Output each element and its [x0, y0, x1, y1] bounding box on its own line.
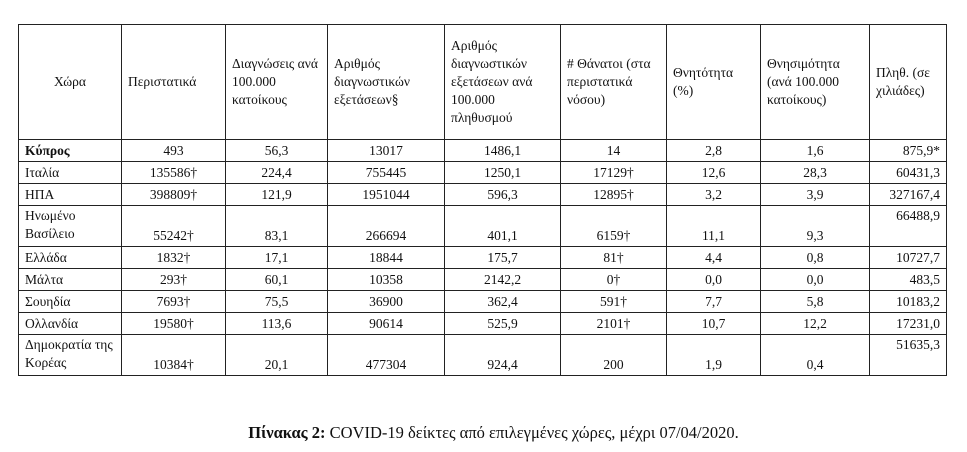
- country-cell: Μάλτα: [19, 269, 122, 291]
- column-header: Διαγνώσεις ανά 100.000 κατοίκους: [226, 25, 328, 140]
- column-header: Χώρα: [19, 25, 122, 140]
- table-cell: 10727,7: [870, 247, 947, 269]
- table-cell: 17231,0: [870, 313, 947, 335]
- table-cell: 3,2: [667, 184, 761, 206]
- table-cell: 483,5: [870, 269, 947, 291]
- column-header: Αριθμός διαγνωστικών εξετάσεων§: [328, 25, 445, 140]
- table-cell: 493: [122, 140, 226, 162]
- column-header: Περιστατικά: [122, 25, 226, 140]
- table-header-row: [19, 25, 947, 140]
- table-cell: 113,6: [226, 313, 328, 335]
- table-cell: 401,1: [445, 206, 561, 247]
- table-cell: 327167,4: [870, 184, 947, 206]
- table-cell: 12895†: [561, 184, 667, 206]
- table-cell: 362,4: [445, 291, 561, 313]
- table-cell: 10384†: [122, 335, 226, 376]
- table-cell: 6159†: [561, 206, 667, 247]
- table-cell: 1,6: [761, 140, 870, 162]
- table-cell: 75,5: [226, 291, 328, 313]
- country-cell: Ηνωμένο Βασίλειο: [19, 206, 122, 247]
- table-cell: 10358: [328, 269, 445, 291]
- table-cell: 2101†: [561, 313, 667, 335]
- table-cell: 924,4: [445, 335, 561, 376]
- caption-text: COVID-19 δείκτες από επιλεγμένες χώρες, μέχρι 07/04/2020.: [329, 423, 739, 442]
- table-cell: 56,3: [226, 140, 328, 162]
- caption-label: Πίνακας 2:: [248, 423, 326, 442]
- table-row: [19, 269, 947, 291]
- table-cell: 60431,3: [870, 162, 947, 184]
- table-cell: 7693†: [122, 291, 226, 313]
- table-cell: 121,9: [226, 184, 328, 206]
- table-cell: 135586†: [122, 162, 226, 184]
- table-row: [19, 184, 947, 206]
- table-cell: 19580†: [122, 313, 226, 335]
- table-cell: 10,7: [667, 313, 761, 335]
- table-row: [19, 313, 947, 335]
- table-cell: 525,9: [445, 313, 561, 335]
- country-cell: Κύπρος: [19, 140, 122, 162]
- table-cell: 12,6: [667, 162, 761, 184]
- table-cell: 17,1: [226, 247, 328, 269]
- table-cell: 90614: [328, 313, 445, 335]
- table-cell: 224,4: [226, 162, 328, 184]
- table-cell: 0,0: [667, 269, 761, 291]
- country-cell: Δημοκρατία της Κορέας: [19, 335, 122, 376]
- table-cell: 3,9: [761, 184, 870, 206]
- table-cell: 66488,9: [870, 206, 947, 247]
- table-cell: 36900: [328, 291, 445, 313]
- column-header: # Θάνατοι (στα περιστατικά νόσου): [561, 25, 667, 140]
- country-cell: Ελλάδα: [19, 247, 122, 269]
- table-cell: 0,0: [761, 269, 870, 291]
- table-cell: 0,8: [761, 247, 870, 269]
- table-row: [19, 206, 947, 247]
- table-cell: 755445: [328, 162, 445, 184]
- table-row: [19, 247, 947, 269]
- table-cell: 398809†: [122, 184, 226, 206]
- table-row: [19, 162, 947, 184]
- table-cell: 83,1: [226, 206, 328, 247]
- table-cell: 28,3: [761, 162, 870, 184]
- table-cell: 20,1: [226, 335, 328, 376]
- table-cell: 12,2: [761, 313, 870, 335]
- country-cell: Ολλανδία: [19, 313, 122, 335]
- table-cell: 2,8: [667, 140, 761, 162]
- table-cell: 55242†: [122, 206, 226, 247]
- table-cell: 9,3: [761, 206, 870, 247]
- table-cell: 11,1: [667, 206, 761, 247]
- column-header: Θνητότητα (%): [667, 25, 761, 140]
- table-cell: 60,1: [226, 269, 328, 291]
- column-header: Πληθ. (σε χιλιάδες): [870, 25, 947, 140]
- table-cell: 266694: [328, 206, 445, 247]
- table-cell: 0†: [561, 269, 667, 291]
- column-header: Αριθμός διαγνωστικών εξετάσεων ανά 100.000 πληθυσμού: [445, 25, 561, 140]
- table-cell: 51635,3: [870, 335, 947, 376]
- table-cell: 4,4: [667, 247, 761, 269]
- table-cell: 18844: [328, 247, 445, 269]
- table-cell: 81†: [561, 247, 667, 269]
- covid-indicators-table: [18, 24, 947, 376]
- table-caption: [0, 423, 967, 443]
- table-cell: 5,8: [761, 291, 870, 313]
- table-cell: 14: [561, 140, 667, 162]
- table-cell: 293†: [122, 269, 226, 291]
- table-row: [19, 335, 947, 376]
- table-cell: 1,9: [667, 335, 761, 376]
- table-cell: 17129†: [561, 162, 667, 184]
- table-cell: 875,9*: [870, 140, 947, 162]
- table-cell: 1486,1: [445, 140, 561, 162]
- table-cell: 591†: [561, 291, 667, 313]
- table-cell: 477304: [328, 335, 445, 376]
- table-cell: 0,4: [761, 335, 870, 376]
- table-row: [19, 140, 947, 162]
- table-cell: 2142,2: [445, 269, 561, 291]
- table-cell: 175,7: [445, 247, 561, 269]
- table-cell: 1250,1: [445, 162, 561, 184]
- country-cell: Σουηδία: [19, 291, 122, 313]
- table-cell: 10183,2: [870, 291, 947, 313]
- table-cell: 200: [561, 335, 667, 376]
- table-cell: 13017: [328, 140, 445, 162]
- table-cell: 7,7: [667, 291, 761, 313]
- table-row: [19, 291, 947, 313]
- table-cell: 596,3: [445, 184, 561, 206]
- country-cell: Ιταλία: [19, 162, 122, 184]
- table-body: [19, 140, 947, 376]
- country-cell: ΗΠΑ: [19, 184, 122, 206]
- column-header: Θνησιμότητα (ανά 100.000 κατοίκους): [761, 25, 870, 140]
- table-cell: 1832†: [122, 247, 226, 269]
- table-cell: 1951044: [328, 184, 445, 206]
